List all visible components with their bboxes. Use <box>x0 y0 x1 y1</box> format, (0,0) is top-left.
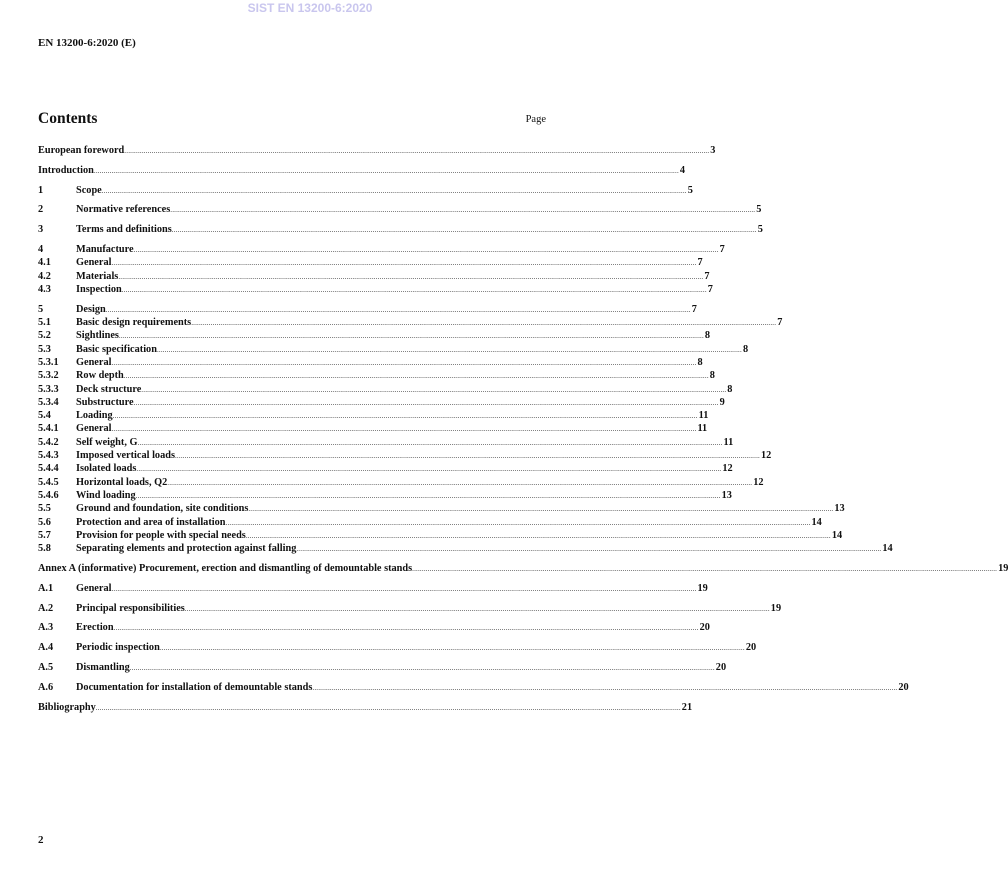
toc-entry[interactable] <box>38 436 734 449</box>
dot-leader: ............................................................................................................................................................................................................................................................................................................ <box>124 147 710 155</box>
toc-entry-title: Design <box>76 303 106 315</box>
toc-entry-title: Erection <box>76 622 114 634</box>
toc-entry[interactable] <box>38 681 909 694</box>
toc-entry-title: Manufacture <box>76 244 134 255</box>
dot-leader: ............................................................................................................................................................................................................................................................................................................ <box>412 564 998 573</box>
toc-entry-title: Horizontal loads, Q2 <box>76 476 168 488</box>
toc-entry-page: 3 <box>710 145 716 156</box>
toc-entry-title: European foreword <box>38 145 125 156</box>
document-header: EN 13200-6:2020 (E) <box>38 37 136 49</box>
dot-leader: ............................................................................................................................................................................................................................................................................................................ <box>184 604 770 613</box>
dot-leader: ............................................................................................................................................................................................................................................................................................................ <box>111 358 697 367</box>
dot-leader: ............................................................................................................................................................................................................................................................................................................ <box>112 412 698 421</box>
dot-leader: ............................................................................................................................................................................................................................................................................................................ <box>159 644 745 653</box>
dot-leader: ............................................................................................................................................................................................................................................................................................................ <box>167 478 753 487</box>
toc-entry-page: 19 <box>998 562 1008 574</box>
toc-entry-page: 8 <box>727 383 733 395</box>
toc-entry-page: 7 <box>704 270 710 282</box>
toc-entry-title: Loading <box>76 410 113 422</box>
dot-leader: ............................................................................................................................................................................................................................................................................................................ <box>133 246 719 254</box>
toc-entry-number: 5.3.2 <box>38 370 59 382</box>
toc-entry-title: Row depth <box>76 370 124 382</box>
toc-entry-title: Periodic inspection <box>76 642 160 654</box>
toc-entry-title: Isolated loads <box>76 463 137 475</box>
toc-entry[interactable] <box>38 223 763 236</box>
toc-entry-page: 12 <box>722 463 733 475</box>
toc-entry[interactable] <box>38 303 697 316</box>
toc-entry-number: 1 <box>38 184 44 196</box>
toc-entry-number: 5.1 <box>38 317 51 328</box>
dot-leader: ............................................................................................................................................................................................................................................................................................................ <box>105 305 691 314</box>
toc-entry-number: 4.2 <box>38 270 51 282</box>
toc-entry[interactable] <box>38 256 703 269</box>
toc-entry-page: 11 <box>723 436 734 448</box>
toc-entry[interactable] <box>38 396 725 409</box>
toc-entry-title: Annex A (informative) Procurement, erection and dismantling of demountable stands <box>38 562 413 574</box>
dot-leader: ............................................................................................................................................................................................................................................................................................................ <box>248 505 834 514</box>
toc-entry-page: 12 <box>753 476 764 488</box>
toc-entry-number: 5.3.1 <box>38 356 59 368</box>
dot-leader: ............................................................................................................................................................................................................................................................................................................ <box>225 518 811 527</box>
toc-entry-title: General <box>76 257 112 269</box>
toc-entry-page: 21 <box>681 701 693 713</box>
toc-entry-number: 5.7 <box>38 529 51 541</box>
toc-entry-title: Bibliography <box>38 701 96 713</box>
dot-leader: ............................................................................................................................................................................................................................................................................................................ <box>111 425 697 434</box>
toc-entry-title: Terms and definitions <box>76 224 172 236</box>
toc-entry[interactable] <box>38 356 703 369</box>
toc-entry-title: Scope <box>76 184 102 196</box>
toc-entry-page: 20 <box>699 622 710 634</box>
dot-leader: ............................................................................................................................................................................................................................................................................................................ <box>129 663 715 672</box>
toc-entry-page: 8 <box>709 370 715 382</box>
toc-entry-number: 5.4.4 <box>38 463 59 475</box>
toc-entry-page: 20 <box>715 661 727 673</box>
toc-entry[interactable] <box>38 529 843 542</box>
toc-entry-number: 5.4.2 <box>38 436 59 448</box>
toc-entry[interactable] <box>38 542 893 555</box>
toc-entry[interactable] <box>38 621 710 634</box>
dot-leader: ............................................................................................................................................................................................................................................................................................................ <box>101 186 687 195</box>
toc-entry[interactable] <box>38 316 783 329</box>
toc-entry-page: 5 <box>757 224 763 236</box>
toc-entry-page: 14 <box>882 543 893 555</box>
toc-entry-number: 5 <box>38 303 44 315</box>
dot-leader: ............................................................................................................................................................................................................................................................................................................ <box>123 372 709 381</box>
toc-entry-page: 19 <box>770 602 782 614</box>
toc-entry-title: Basic specification <box>76 343 157 355</box>
dot-leader: ............................................................................................................................................................................................................................................................................................................ <box>156 345 742 354</box>
dot-leader: ............................................................................................................................................................................................................................................................................................................ <box>174 452 760 460</box>
toc-entry[interactable] <box>38 343 749 356</box>
toc-entry-number: 2 <box>38 204 44 216</box>
toc-entry-page: 9 <box>719 396 725 408</box>
toc-entry-title: Separating elements and protection against falling <box>76 543 297 555</box>
toc-entry-title: Protection and area of installation <box>76 516 226 528</box>
toc-entry-title: Basic design requirements <box>76 317 192 328</box>
toc-entry[interactable] <box>38 243 725 256</box>
toc-entry-page: 7 <box>719 244 725 255</box>
toc-entry-page: 11 <box>697 423 708 435</box>
toc-entry[interactable] <box>38 383 733 396</box>
toc-entry[interactable] <box>38 502 845 515</box>
toc-entry-page: 20 <box>898 681 909 693</box>
toc-entry[interactable] <box>38 701 693 714</box>
toc-entry-number: A.4 <box>38 642 54 654</box>
dot-leader: ............................................................................................................................................................................................................................................................................................................ <box>133 398 719 407</box>
toc-entry-number: A.6 <box>38 681 54 693</box>
dot-leader: ............................................................................................................................................................................................................................................................................................................ <box>113 624 699 633</box>
toc-entry-page: 5 <box>687 184 693 196</box>
toc-entry-number: 5.4 <box>38 410 51 422</box>
toc-entry[interactable] <box>38 184 693 197</box>
toc-entry-number: A.2 <box>38 602 54 614</box>
dot-leader: ............................................................................................................................................................................................................................................................................................................ <box>296 545 882 554</box>
toc-entry[interactable] <box>38 270 710 283</box>
toc-entry[interactable] <box>38 369 715 382</box>
dot-leader: ............................................................................................................................................................................................................................................................................................................ <box>141 385 727 394</box>
toc-entry-number: 5.4.3 <box>38 450 59 461</box>
toc-entry-page: 13 <box>834 503 845 515</box>
toc-entry-title: Materials <box>76 270 119 282</box>
toc-entry[interactable] <box>38 602 782 615</box>
dot-leader: ............................................................................................................................................................................................................................................................................................................ <box>191 319 777 327</box>
toc-entry-page: 11 <box>698 410 709 422</box>
toc-entry-title: General <box>76 582 112 594</box>
dot-leader: ............................................................................................................................................................................................................................................................................................................ <box>118 332 704 341</box>
toc-entry-title: Inspection <box>76 283 122 295</box>
toc-entry[interactable] <box>38 283 713 296</box>
toc-entry-page: 7 <box>777 317 783 328</box>
toc-entry-title: Ground and foundation, site conditions <box>76 503 249 515</box>
toc-entry-page: 20 <box>745 642 757 654</box>
toc-entry-title: Provision for people with special needs <box>76 529 246 541</box>
contents-title: Contents <box>38 110 98 127</box>
toc-entry[interactable] <box>38 203 762 216</box>
toc-entry-page: 5 <box>756 204 762 216</box>
toc-entry[interactable] <box>38 641 757 654</box>
dot-leader: ............................................................................................................................................................................................................................................................................................................ <box>245 531 831 540</box>
toc-entry-title: Normative references <box>76 204 171 216</box>
toc-entry-page: 8 <box>704 330 711 342</box>
toc-entry-number: 5.4.1 <box>38 423 59 435</box>
dot-leader: ............................................................................................................................................................................................................................................................................................................ <box>121 285 707 294</box>
dot-leader: ............................................................................................................................................................................................................................................................................................................ <box>170 206 756 215</box>
dot-leader: ............................................................................................................................................................................................................................................................................................................ <box>118 272 704 281</box>
toc-entry-page: 4 <box>679 164 686 176</box>
toc-entry-number: A.3 <box>38 622 54 634</box>
toc-entry-page: 8 <box>697 356 703 368</box>
dot-leader: ............................................................................................................................................................................................................................................................................................................ <box>111 259 697 268</box>
toc-entry-page: 7 <box>697 257 703 269</box>
toc-entry-page: 14 <box>811 516 822 528</box>
toc-entry-number: A.5 <box>38 661 54 673</box>
dot-leader: ............................................................................................................................................................................................................................................................................................................ <box>93 166 679 175</box>
toc-entry[interactable] <box>38 661 727 674</box>
toc-entry-page: 14 <box>831 529 843 541</box>
dot-leader: ............................................................................................................................................................................................................................................................................................................ <box>136 465 722 474</box>
toc-entry-number: 5.6 <box>38 516 51 528</box>
toc-entry-title: Principal responsibilities <box>76 602 185 614</box>
toc-entry-number: 5.4.6 <box>38 489 59 501</box>
toc-entry-title: Wind loading <box>76 489 136 501</box>
toc-entry[interactable] <box>38 422 708 435</box>
toc-entry-title: Documentation for installation of demountable stands <box>76 681 313 693</box>
toc-entry-page: 7 <box>707 283 713 295</box>
toc-entry-title: Sightlines <box>76 330 119 342</box>
toc-entry[interactable] <box>38 462 733 475</box>
dot-leader: ............................................................................................................................................................................................................................................................................................................ <box>137 438 723 447</box>
toc-entry-page: 12 <box>760 450 772 461</box>
toc-entry[interactable] <box>38 144 716 157</box>
toc-entry-number: 5.5 <box>38 503 51 515</box>
dot-leader: ............................................................................................................................................................................................................................................................................................................ <box>95 703 681 712</box>
toc-entry-number: 5.3 <box>38 343 51 355</box>
watermark: SIST EN 13200-6:2020 <box>247 1 373 15</box>
toc-entry-number: A.1 <box>38 582 54 594</box>
toc-entry-title: Substructure <box>76 396 134 408</box>
toc-entry[interactable] <box>38 164 686 177</box>
toc-entry-title: General <box>76 356 112 368</box>
toc-entry-number: 4.3 <box>38 283 51 295</box>
toc-entry-title: Introduction <box>38 164 94 176</box>
toc-entry-number: 3 <box>38 224 44 236</box>
dot-leader: ............................................................................................................................................................................................................................................................................................................ <box>312 683 898 692</box>
toc-entry-title: Imposed vertical loads <box>76 450 175 461</box>
toc-entry-number: 4.1 <box>38 257 51 269</box>
toc-entry[interactable] <box>38 582 708 595</box>
toc-entry[interactable] <box>38 449 772 462</box>
toc-entry[interactable] <box>38 562 1008 575</box>
toc-entry-number: 5.4.5 <box>38 476 59 488</box>
toc-entry[interactable] <box>38 516 822 529</box>
toc-entry-page: 8 <box>742 343 749 355</box>
toc-entry-page: 7 <box>691 303 697 315</box>
toc-entry-number: 5.8 <box>38 543 51 555</box>
toc-entry-number: 5.2 <box>38 330 51 342</box>
dot-leader: ............................................................................................................................................................................................................................................................................................................ <box>135 491 721 500</box>
toc-entry-number: 5.3.3 <box>38 383 59 395</box>
toc-entry[interactable] <box>38 329 711 342</box>
toc-entry-title: Self weight, G <box>76 436 138 448</box>
toc-entry-page: 13 <box>721 489 732 501</box>
dot-leader: ............................................................................................................................................................................................................................................................................................................ <box>171 226 757 235</box>
page-column-label: Page <box>525 114 546 125</box>
toc-entry-title: Dismantling <box>76 661 130 673</box>
toc-entry[interactable] <box>38 409 709 422</box>
page-number: 2 <box>38 834 44 846</box>
toc-entry-number: 5.3.4 <box>38 396 59 408</box>
toc-entry-page: 19 <box>697 582 708 594</box>
dot-leader: ............................................................................................................................................................................................................................................................................................................ <box>111 584 697 593</box>
toc-entry[interactable] <box>38 489 732 502</box>
toc-entry-title: Deck structure <box>76 383 142 395</box>
toc-entry-title: General <box>76 423 112 435</box>
toc-entry-number: 4 <box>38 244 44 255</box>
toc-entry[interactable] <box>38 476 764 489</box>
